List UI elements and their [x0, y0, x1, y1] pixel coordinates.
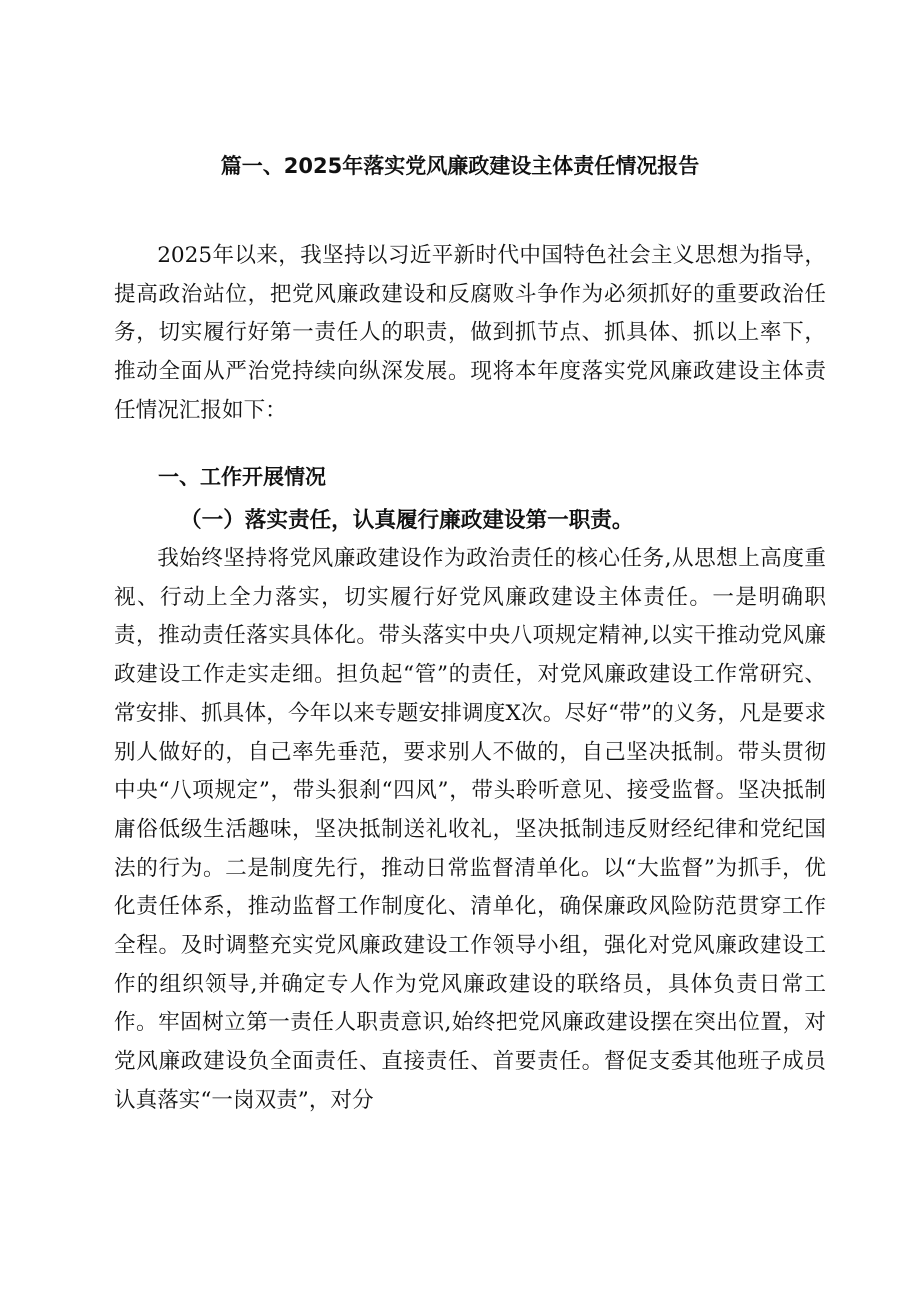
document-title: 篇一、2025年落实党风廉政建设主体责任情况报告: [220, 154, 700, 178]
intro-paragraph: 2025年以来，我坚持以习近平新时代中国特色社会主义思想为指导，提高政治站位，把党风廉政建设和反腐败斗争作为必须抓好的重要政治任务，切实履行好第一责任人的职责，做到抓节点、抓具体、抓以上率下，推动全面从严治党持续向纵深发展。现将本年度落实党风廉政建设主体责任情况汇报如下：: [114, 243, 826, 423]
body-paragraph: 我始终坚持将党风廉政建设作为政治责任的核心任务,从思想上高度重视、行动上全力落实，切实履行好党风廉政建设主体责任。一是明确职责，推动责任落实具体化。带头落实中央八项规定精神,以实干推动党风廉政建设工作走实走细。担负起“管”的责任，对党风廉政建设工作常研究、常安排、抓具体，今年以来专题安排调度X次。尽好“带”的义务，凡是要求别人做好的，自己率先垂范，要求别人不做的，自己坚决抵制。带头贯彻中央“八项规定”，带头狠刹“四风”，带头聆听意见、接受监督。坚决抵制庸俗低级生活趣味，坚决抵制送礼收礼，坚决抵制违反财经纪律和党纪国法的行为。二是制度先行，推动日常监督清单化。以“大监督”为抓手，优化责任体系，推动监督工作制度化、清单化，确保廉政风险防范贯穿工作全程。及时调整充实党风廉政建设工作领导小组，强化对党风廉政建设工作的组织领导,并确定专人作为党风廉政建设的联络员，具体负责日常工作。牢固树立第一责任人职责意识,始终把党风廉政建设摆在突出位置，对党风廉政建设负全面责任、直接责任、首要责任。督促支委其他班子成员认真落实“一岗双责”，对分: [114, 546, 826, 1113]
section-heading: 一、工作开展情况: [158, 465, 326, 489]
subsection-heading: （一）落实责任，认真履行廉政建设第一职责。: [180, 508, 634, 533]
